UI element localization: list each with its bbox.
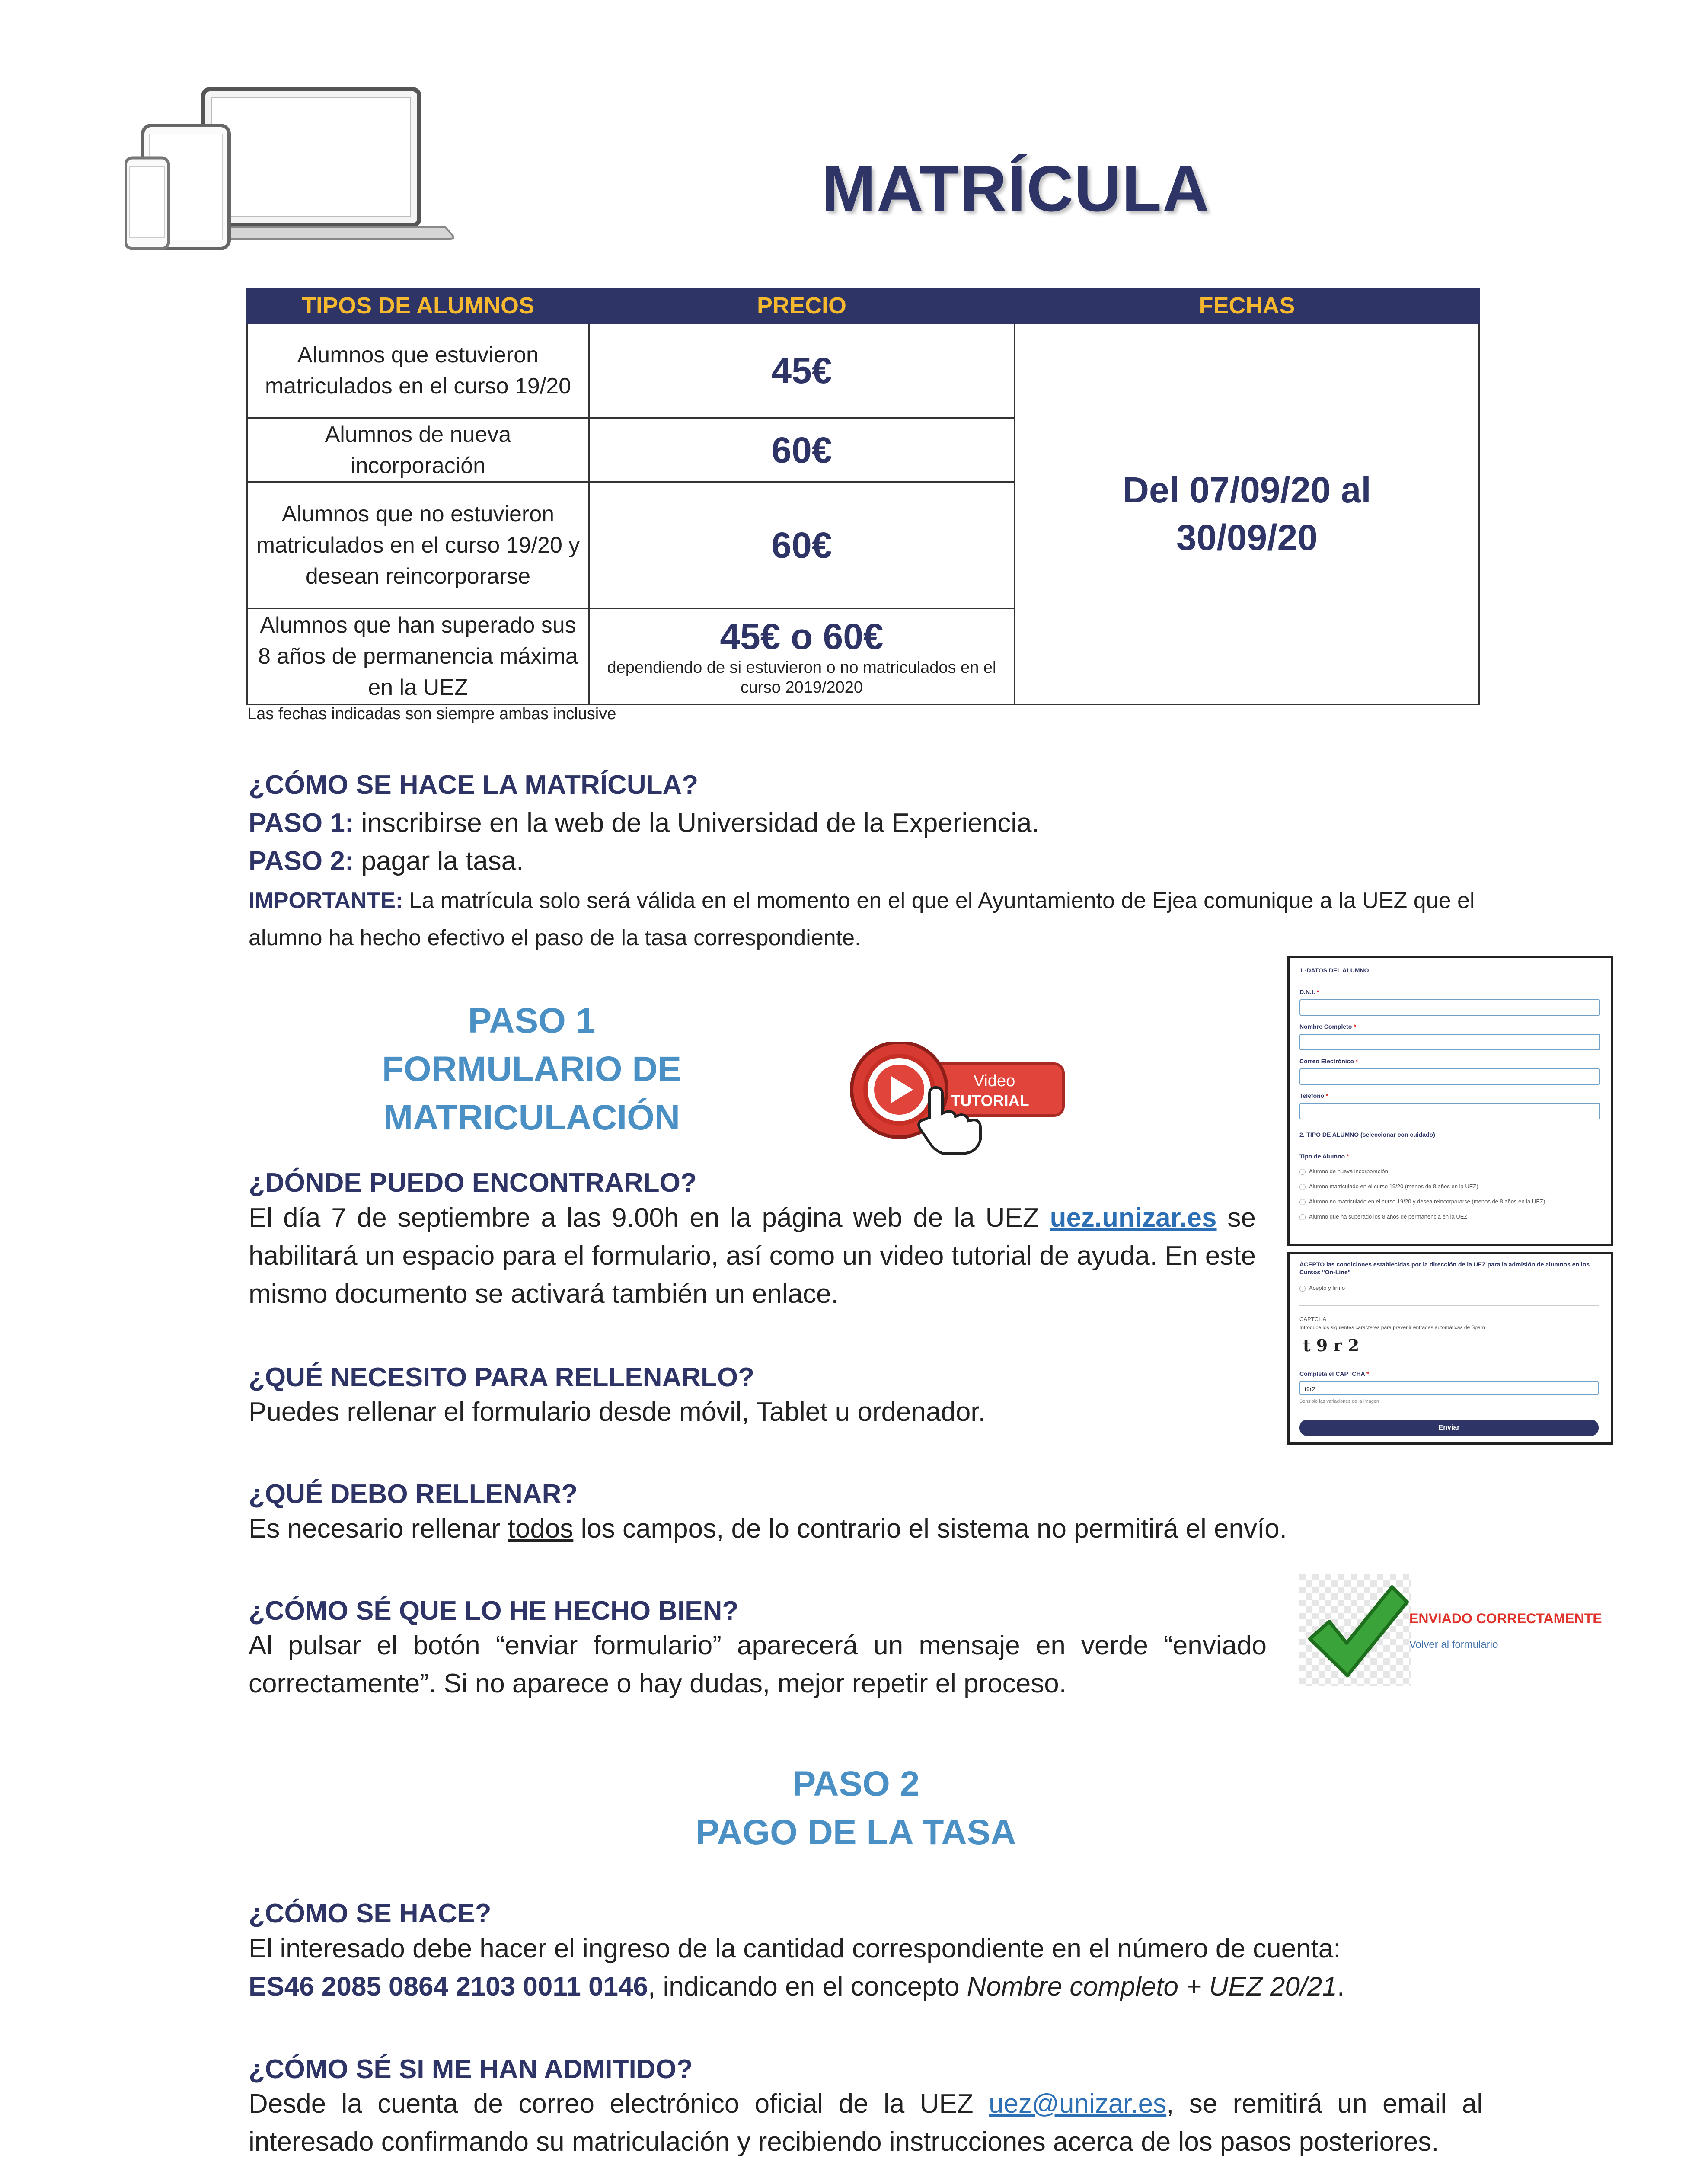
phone-input[interactable] <box>1299 1103 1600 1119</box>
price: 45€ o 60€ <box>720 616 884 657</box>
paso1-title <box>303 997 761 1142</box>
how-heading: ¿CÓMO SE HACE LA MATRÍCULA? <box>249 770 699 800</box>
where-heading: ¿DÓNDE PUEDO ENCONTRARLO? <box>249 1168 697 1198</box>
radio-option[interactable]: Alumno matriculado en el curso 19/20 (menos de 8 años en la UEZ) <box>1299 1183 1478 1190</box>
step2-label: PASO 2: <box>249 846 354 876</box>
fees-table <box>246 288 1480 705</box>
fill-text: Es necesario rellenar todos los campos, de lo contrario el sistema no permitirá el envío. <box>249 1514 1287 1544</box>
email-input[interactable] <box>1299 1068 1600 1085</box>
price: 60€ <box>589 418 1015 482</box>
bank-account: ES46 2085 0864 2103 0011 0146 <box>249 1972 648 2002</box>
admitted-text: Desde la cuenta de correo electrónico oficial de la UEZ uez@unizar.es, se remitirá un email al interesado confirmando su matriculación y recibiendo instrucciones acerca de los pasos posteriores. <box>249 2089 1483 2157</box>
important-text: La matrícula solo será válida en el momento en el que el Ayuntamiento de Ejea comunique a la UEZ que el alumno ha hecho efectivo el paso de la tasa correspondiente. <box>249 888 1475 950</box>
sent-message: ENVIADO CORRECTAMENTE <box>1409 1611 1602 1626</box>
checkmark-icon <box>1299 1574 1411 1686</box>
step1-line <box>249 804 1039 842</box>
paso2-line1: PASO 2 <box>792 1764 920 1804</box>
form-label-email: Correo Electrónico * <box>1299 1058 1358 1065</box>
captcha-help: Introduce los siguientes caracteres para prevenir entradas automáticas de Spam <box>1299 1324 1485 1330</box>
form-label-dni: D.N.I. * <box>1299 988 1319 995</box>
payment-concept: Nombre completo + UEZ 20/21 <box>967 1972 1338 2002</box>
enrolment-dates <box>1015 323 1479 704</box>
radio-option[interactable]: Alumno no matriculado en el curso 19/20 y desea reincorporarse (menos de 8 años en la UEZ) <box>1299 1198 1545 1205</box>
payment-heading: ¿CÓMO SE HACE? <box>249 1899 492 1929</box>
table-note: Las fechas indicadas son siempre ambas inclusive <box>247 705 616 723</box>
step2-line <box>249 842 524 880</box>
form-section-1: 1.-DATOS DEL ALUMNO <box>1299 967 1369 974</box>
student-type: Alumnos que han superado sus 8 años de permanencia máxima en la UEZ <box>247 608 589 704</box>
name-input[interactable] <box>1299 1034 1600 1050</box>
video-tutorial-button[interactable] <box>847 1042 1072 1155</box>
admitted-heading: ¿CÓMO SÉ SI ME HAN ADMITIDO? <box>249 2054 693 2084</box>
form-label-type: Tipo de Alumno * <box>1299 1153 1349 1160</box>
divider <box>1299 1305 1599 1306</box>
back-to-form-link[interactable]: Volver al formulario <box>1409 1639 1498 1650</box>
form-preview-captcha <box>1287 1252 1613 1445</box>
paso2-title <box>605 1760 1107 1857</box>
step2-text: pagar la tasa. <box>354 846 524 876</box>
student-type: Alumnos que no estuvieron matriculados en el curso 19/20 y desean reincorporarse <box>247 482 589 608</box>
paso1-line1: PASO 1 <box>468 1001 596 1040</box>
radio-option[interactable]: Alumno que ha superado los 8 años de permanencia en la UEZ <box>1299 1213 1467 1220</box>
header-price: PRECIO <box>589 288 1015 323</box>
paso1-line3: MATRICULACIÓN <box>383 1098 680 1137</box>
video-tutorial-label: TUTORIAL <box>951 1092 1029 1110</box>
video-label: Video <box>973 1072 1015 1090</box>
important-note <box>249 882 1485 956</box>
form-label-phone: Teléfono * <box>1299 1092 1328 1099</box>
radio-option[interactable]: Alumno de nueva incorporación <box>1299 1168 1388 1175</box>
dni-input[interactable] <box>1299 999 1600 1016</box>
important-label: IMPORTANTE: <box>249 888 403 913</box>
price-cell <box>589 608 1015 704</box>
form-section-2: 2.-TIPO DE ALUMNO (seleccionar con cuidado) <box>1299 1131 1435 1138</box>
ok-heading: ¿CÓMO SÉ QUE LO HE HECHO BIEN? <box>249 1596 739 1626</box>
paso2-line2: PAGO DE LA TASA <box>696 1813 1016 1852</box>
form-preview-student-data <box>1287 956 1613 1246</box>
student-type: Alumnos de nueva incorporación <box>247 418 589 482</box>
devices-illustration <box>125 86 454 251</box>
price-note: dependiendo de si estuvieron o no matriculados en el curso 2019/2020 <box>607 658 996 697</box>
accept-conditions-text: ACEPTO las condiciones establecidas por la dirección de la UEZ para la admisión de alumnos en los Cursos "On-Line" <box>1299 1261 1590 1276</box>
all-fields-emphasis: todos <box>508 1514 574 1544</box>
step1-text: inscribirse en la web de la Universidad de la Experiencia. <box>354 808 1039 838</box>
need-heading: ¿QUÉ NECESITO PARA RELLENARLO? <box>249 1362 755 1392</box>
table-row <box>247 323 1479 418</box>
table-header-row <box>247 288 1479 323</box>
where-text: El día 7 de septiembre a las 9.00h en la página web de la UEZ uez.unizar.es se habilitará un espacio para el formulario, así como un video tutorial de ayuda. En este mismo documento se activará también un enlace. <box>249 1203 1256 1309</box>
submit-button[interactable]: Enviar <box>1299 1420 1599 1436</box>
student-type: Alumnos que estuvieron matriculados en el curso 19/20 <box>247 323 589 418</box>
fill-heading: ¿QUÉ DEBO RELLENAR? <box>249 1479 578 1509</box>
accept-radio[interactable]: Acepto y firmo <box>1299 1285 1345 1292</box>
header-dates: FECHAS <box>1015 288 1479 323</box>
captcha-label: CAPTCHA <box>1299 1316 1327 1322</box>
payment-text: El interesado debe hacer el ingreso de la cantidad correspondiente en el número de cuenta: ES46 2085 0864 2103 0011 0146, indicando en el concepto Nombre completo + UEZ 20/21. <box>249 1934 1345 2002</box>
step1-label: PASO 1: <box>249 808 354 838</box>
uez-website-link[interactable]: uez.unizar.es <box>1050 1203 1217 1233</box>
price: 45€ <box>589 323 1015 418</box>
dates-text: Del 07/09/20 al 30/09/20 <box>1123 470 1371 558</box>
captcha-field-label: Completa el CAPTCHA * <box>1299 1370 1369 1377</box>
captcha-input[interactable]: t9r2 <box>1299 1381 1599 1395</box>
paso1-line2: FORMULARIO DE <box>382 1049 682 1089</box>
price: 60€ <box>589 482 1015 608</box>
form-label-name: Nombre Completo * <box>1299 1023 1356 1030</box>
ok-text: Al pulsar el botón “enviar formulario” aparecerá un mensaje en verde “enviado correctamente”. Si no aparece o hay dudas, mejor repetir el proceso. <box>249 1631 1267 1698</box>
captcha-image: t 9 r 2 <box>1303 1336 1360 1355</box>
page-title: MATRÍCULA <box>821 152 1210 225</box>
uez-email-link[interactable]: uez@unizar.es <box>989 2089 1167 2119</box>
header-types: TIPOS DE ALUMNOS <box>247 288 589 323</box>
need-text: Puedes rellenar el formulario desde móvil, Tablet u ordenador. <box>249 1397 986 1427</box>
captcha-note: Sensible las variaciones de la imagen <box>1299 1399 1379 1404</box>
